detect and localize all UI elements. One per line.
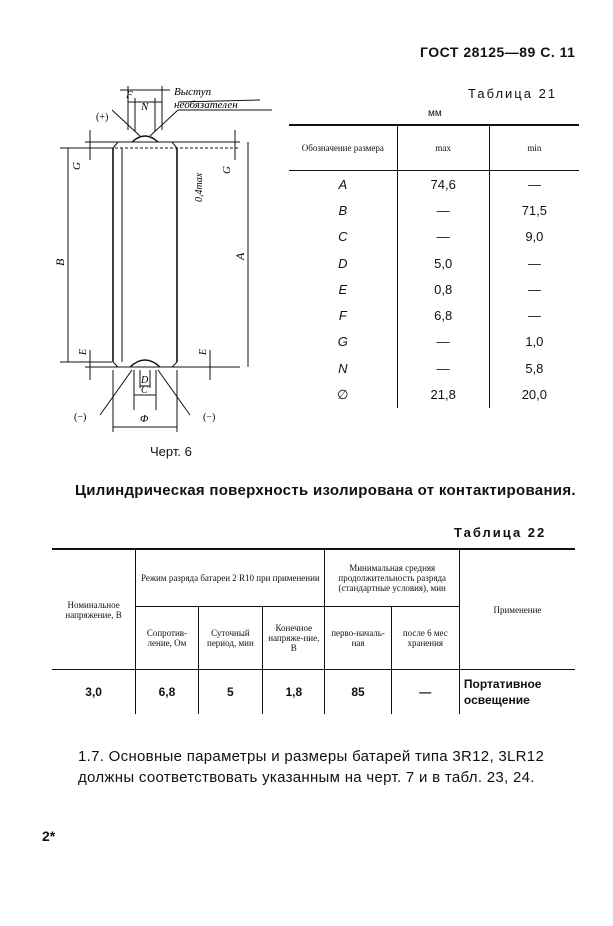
t21-symbol: N xyxy=(338,360,348,376)
dim-f-top: F xyxy=(126,89,133,101)
t21-max: 6,8 xyxy=(397,302,489,328)
dim-04max: 0,4max xyxy=(194,172,205,202)
dim-e-right: E xyxy=(198,348,209,355)
paragraph-insulation: Цилиндрическая поверхность изолирована от контактирования. xyxy=(75,482,576,499)
t21-symbol: G xyxy=(337,334,348,350)
t22-h-duration: Минимальная средняя продолжительность разряда (стандартные условия), мин xyxy=(325,549,459,607)
label-protrusion-2: необязателен xyxy=(174,99,238,111)
dim-e-left: E xyxy=(78,348,89,355)
t21-symbol: E xyxy=(338,281,348,297)
t21-symbol: C xyxy=(338,229,348,245)
t22-initial: 85 xyxy=(325,670,391,715)
table-row xyxy=(289,302,579,328)
t21-min: 9,0 xyxy=(489,224,579,250)
t21-max: 5,0 xyxy=(397,250,489,276)
t21-max: — xyxy=(397,197,489,223)
t21-min: 1,0 xyxy=(489,329,579,355)
table22-caption: Таблица 22 xyxy=(454,525,547,540)
t22-application: Портативное освещение xyxy=(459,670,575,715)
label-minus-right: (−) xyxy=(203,412,216,423)
t22-h-storage: после 6 мес хранения xyxy=(391,607,459,670)
page-signature-mark: 2* xyxy=(42,828,56,844)
t22-h-application: Применение xyxy=(459,549,575,670)
t21-max: 74,6 xyxy=(397,171,489,198)
t22-resistance: 6,8 xyxy=(136,670,198,715)
table-row xyxy=(289,224,579,250)
t21-symbol: D xyxy=(338,255,348,271)
t21-max: 0,8 xyxy=(397,276,489,302)
t21-symbol: ∅ xyxy=(337,386,349,402)
label-plus: (+) xyxy=(96,112,109,123)
t22-h-initial: перво-началь-ная xyxy=(325,607,391,670)
table-row xyxy=(289,329,579,355)
t21-symbol: A xyxy=(338,176,348,192)
t22-storage: — xyxy=(391,670,459,715)
t21-max: 21,8 xyxy=(397,381,489,407)
table-row xyxy=(289,171,579,198)
dim-d: D xyxy=(141,375,149,386)
t21-min: — xyxy=(489,302,579,328)
t21-symbol: B xyxy=(338,202,348,218)
drawing-caption: Черт. 6 xyxy=(150,444,192,459)
dim-c: C xyxy=(141,385,148,396)
t22-h-nominal: Номинальное напряжение, В xyxy=(52,549,136,670)
t21-symbol: F xyxy=(338,308,347,324)
t22-h-resistance: Сопротив-ление, Ом xyxy=(136,607,198,670)
t21-max: — xyxy=(397,355,489,381)
table-row xyxy=(289,276,579,302)
t21-min: — xyxy=(489,171,579,198)
t21-min: — xyxy=(489,276,579,302)
t21-min: — xyxy=(489,250,579,276)
t21-min: 20,0 xyxy=(489,381,579,407)
dim-a: A xyxy=(233,252,247,260)
dim-g-right: G xyxy=(221,166,233,174)
dim-b: B xyxy=(53,258,67,266)
t21-col-max: max xyxy=(397,125,489,171)
table-row xyxy=(289,381,579,407)
battery-drawing xyxy=(40,70,290,440)
t22-nominal: 3,0 xyxy=(52,670,136,715)
table21-unit: мм xyxy=(428,108,442,119)
dim-diam: Φ xyxy=(140,413,149,425)
label-minus-left: (−) xyxy=(74,412,87,423)
t22-endvolt: 1,8 xyxy=(263,670,325,715)
page-header: ГОСТ 28125—89 С. 11 xyxy=(420,44,576,60)
t22-h-mode: Режим разряда батареи 2 R10 при применении xyxy=(136,549,325,607)
t22-h-endvolt: Конечное напряже-ние, В xyxy=(263,607,325,670)
paragraph-section-1-7: 1.7. Основные параметры и размеры батарей типа 3R12, 3LR12 должны соответствовать указанным на черт. 7 и в табл. 23, 24. xyxy=(78,748,545,786)
t21-max: — xyxy=(397,224,489,250)
table-row xyxy=(289,250,579,276)
table-row xyxy=(52,670,575,715)
t21-col-min: min xyxy=(489,125,579,171)
t21-min: 5,8 xyxy=(489,355,579,381)
t22-daily: 5 xyxy=(198,670,262,715)
dim-g-left: G xyxy=(71,162,83,170)
t21-max: — xyxy=(397,329,489,355)
table-row xyxy=(289,355,579,381)
t21-min: 71,5 xyxy=(489,197,579,223)
table21-caption: Таблица 21 xyxy=(468,86,558,101)
dim-n-top: N xyxy=(141,101,149,113)
table-22 xyxy=(52,548,575,714)
table-21 xyxy=(289,124,579,408)
t22-h-daily: Суточный период, мин xyxy=(198,607,262,670)
table-row xyxy=(289,197,579,223)
t21-col-designation: Обозначение размера xyxy=(289,125,397,171)
label-protrusion-1: Выступ xyxy=(174,86,212,98)
